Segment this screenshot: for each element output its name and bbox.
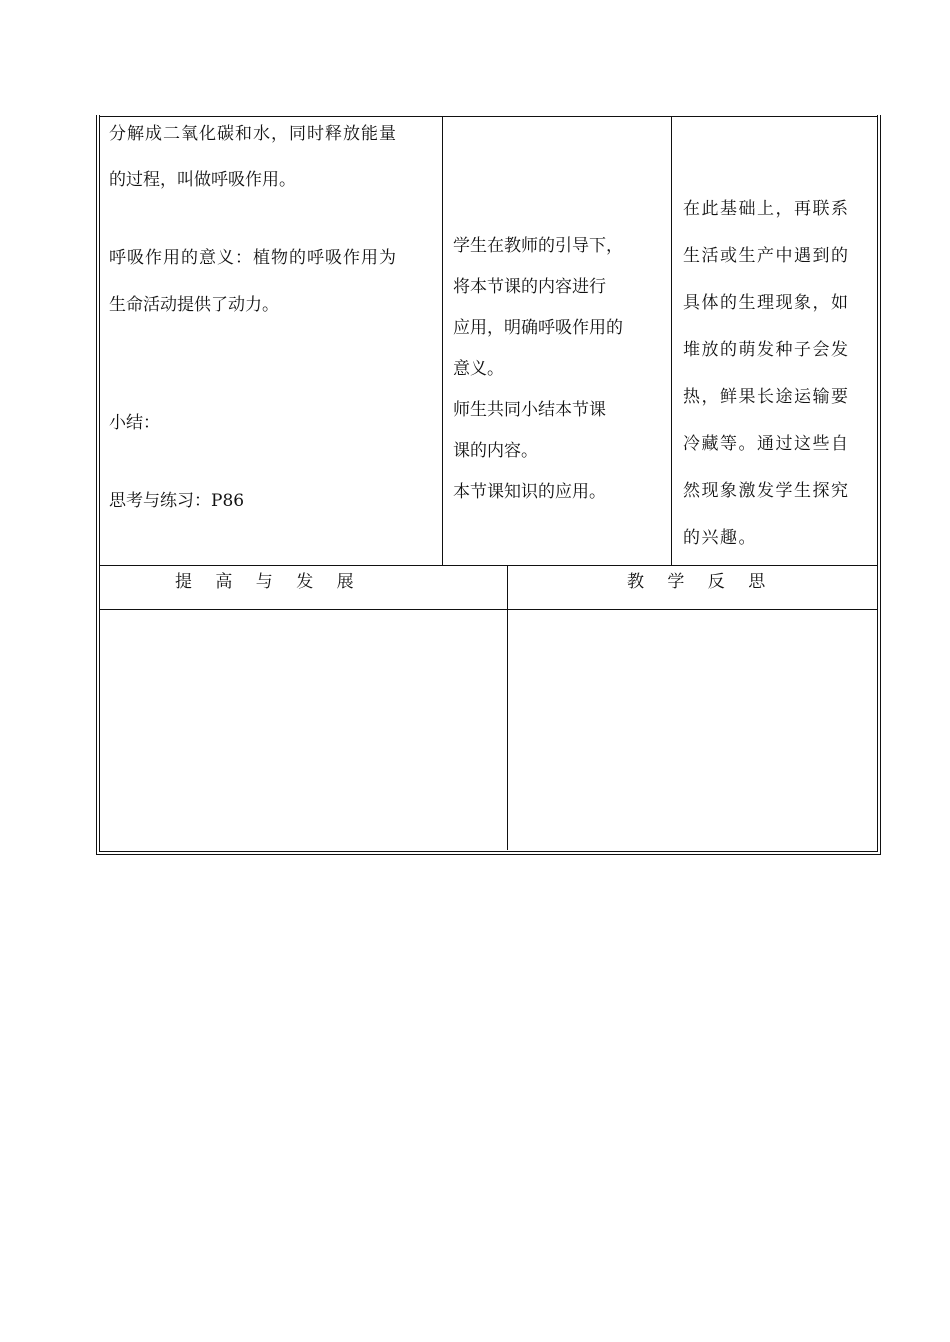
column-divider-2 (671, 116, 672, 566)
summary-label: 小结： (109, 413, 160, 433)
exercise-label: 思考与练习：P86 (109, 491, 245, 511)
student-line-2: 将本节课的内容进行 (453, 277, 606, 297)
design-line-5: 热，鲜果长途运输要 (683, 387, 850, 407)
design-line-1: 在此基础上，再联系 (683, 199, 850, 219)
student-line-7: 本节课知识的应用。 (453, 482, 606, 502)
design-line-8: 的兴趣。 (683, 528, 757, 548)
table-top-border (100, 116, 877, 117)
column-divider-1 (442, 116, 443, 566)
design-line-4: 堆放的萌发种子会发 (683, 340, 850, 360)
content-line-3: 呼吸作用的意义：植物的呼吸作用为 (109, 248, 397, 268)
design-line-6: 冷藏等。通过这些自 (683, 434, 850, 454)
design-line-2: 生活或生产中遇到的 (683, 246, 850, 266)
heading-row-divider (100, 609, 877, 610)
content-line-1: 分解成二氧化碳和水，同时释放能量 (109, 124, 397, 144)
improvement-cell (101, 611, 506, 849)
improvement-heading: 提 高 与 发 展 (175, 572, 363, 592)
lower-column-divider (507, 565, 508, 850)
content-line-4: 生命活动提供了动力。 (109, 295, 279, 315)
student-line-3: 应用，明确呼吸作用的 (453, 318, 623, 338)
design-line-7: 然现象激发学生探究 (683, 481, 850, 501)
section-divider (100, 565, 877, 566)
reflection-heading: 教 学 反 思 (627, 572, 775, 592)
reflection-cell (509, 611, 876, 849)
student-line-6: 课的内容。 (453, 441, 538, 461)
student-line-5: 师生共同小结本节课 (453, 400, 606, 420)
content-line-2: 的过程，叫做呼吸作用。 (109, 170, 296, 190)
design-line-3: 具体的生理现象，如 (683, 293, 850, 313)
student-line-1: 学生在教师的引导下， (453, 236, 623, 256)
student-line-4: 意义。 (453, 359, 504, 379)
